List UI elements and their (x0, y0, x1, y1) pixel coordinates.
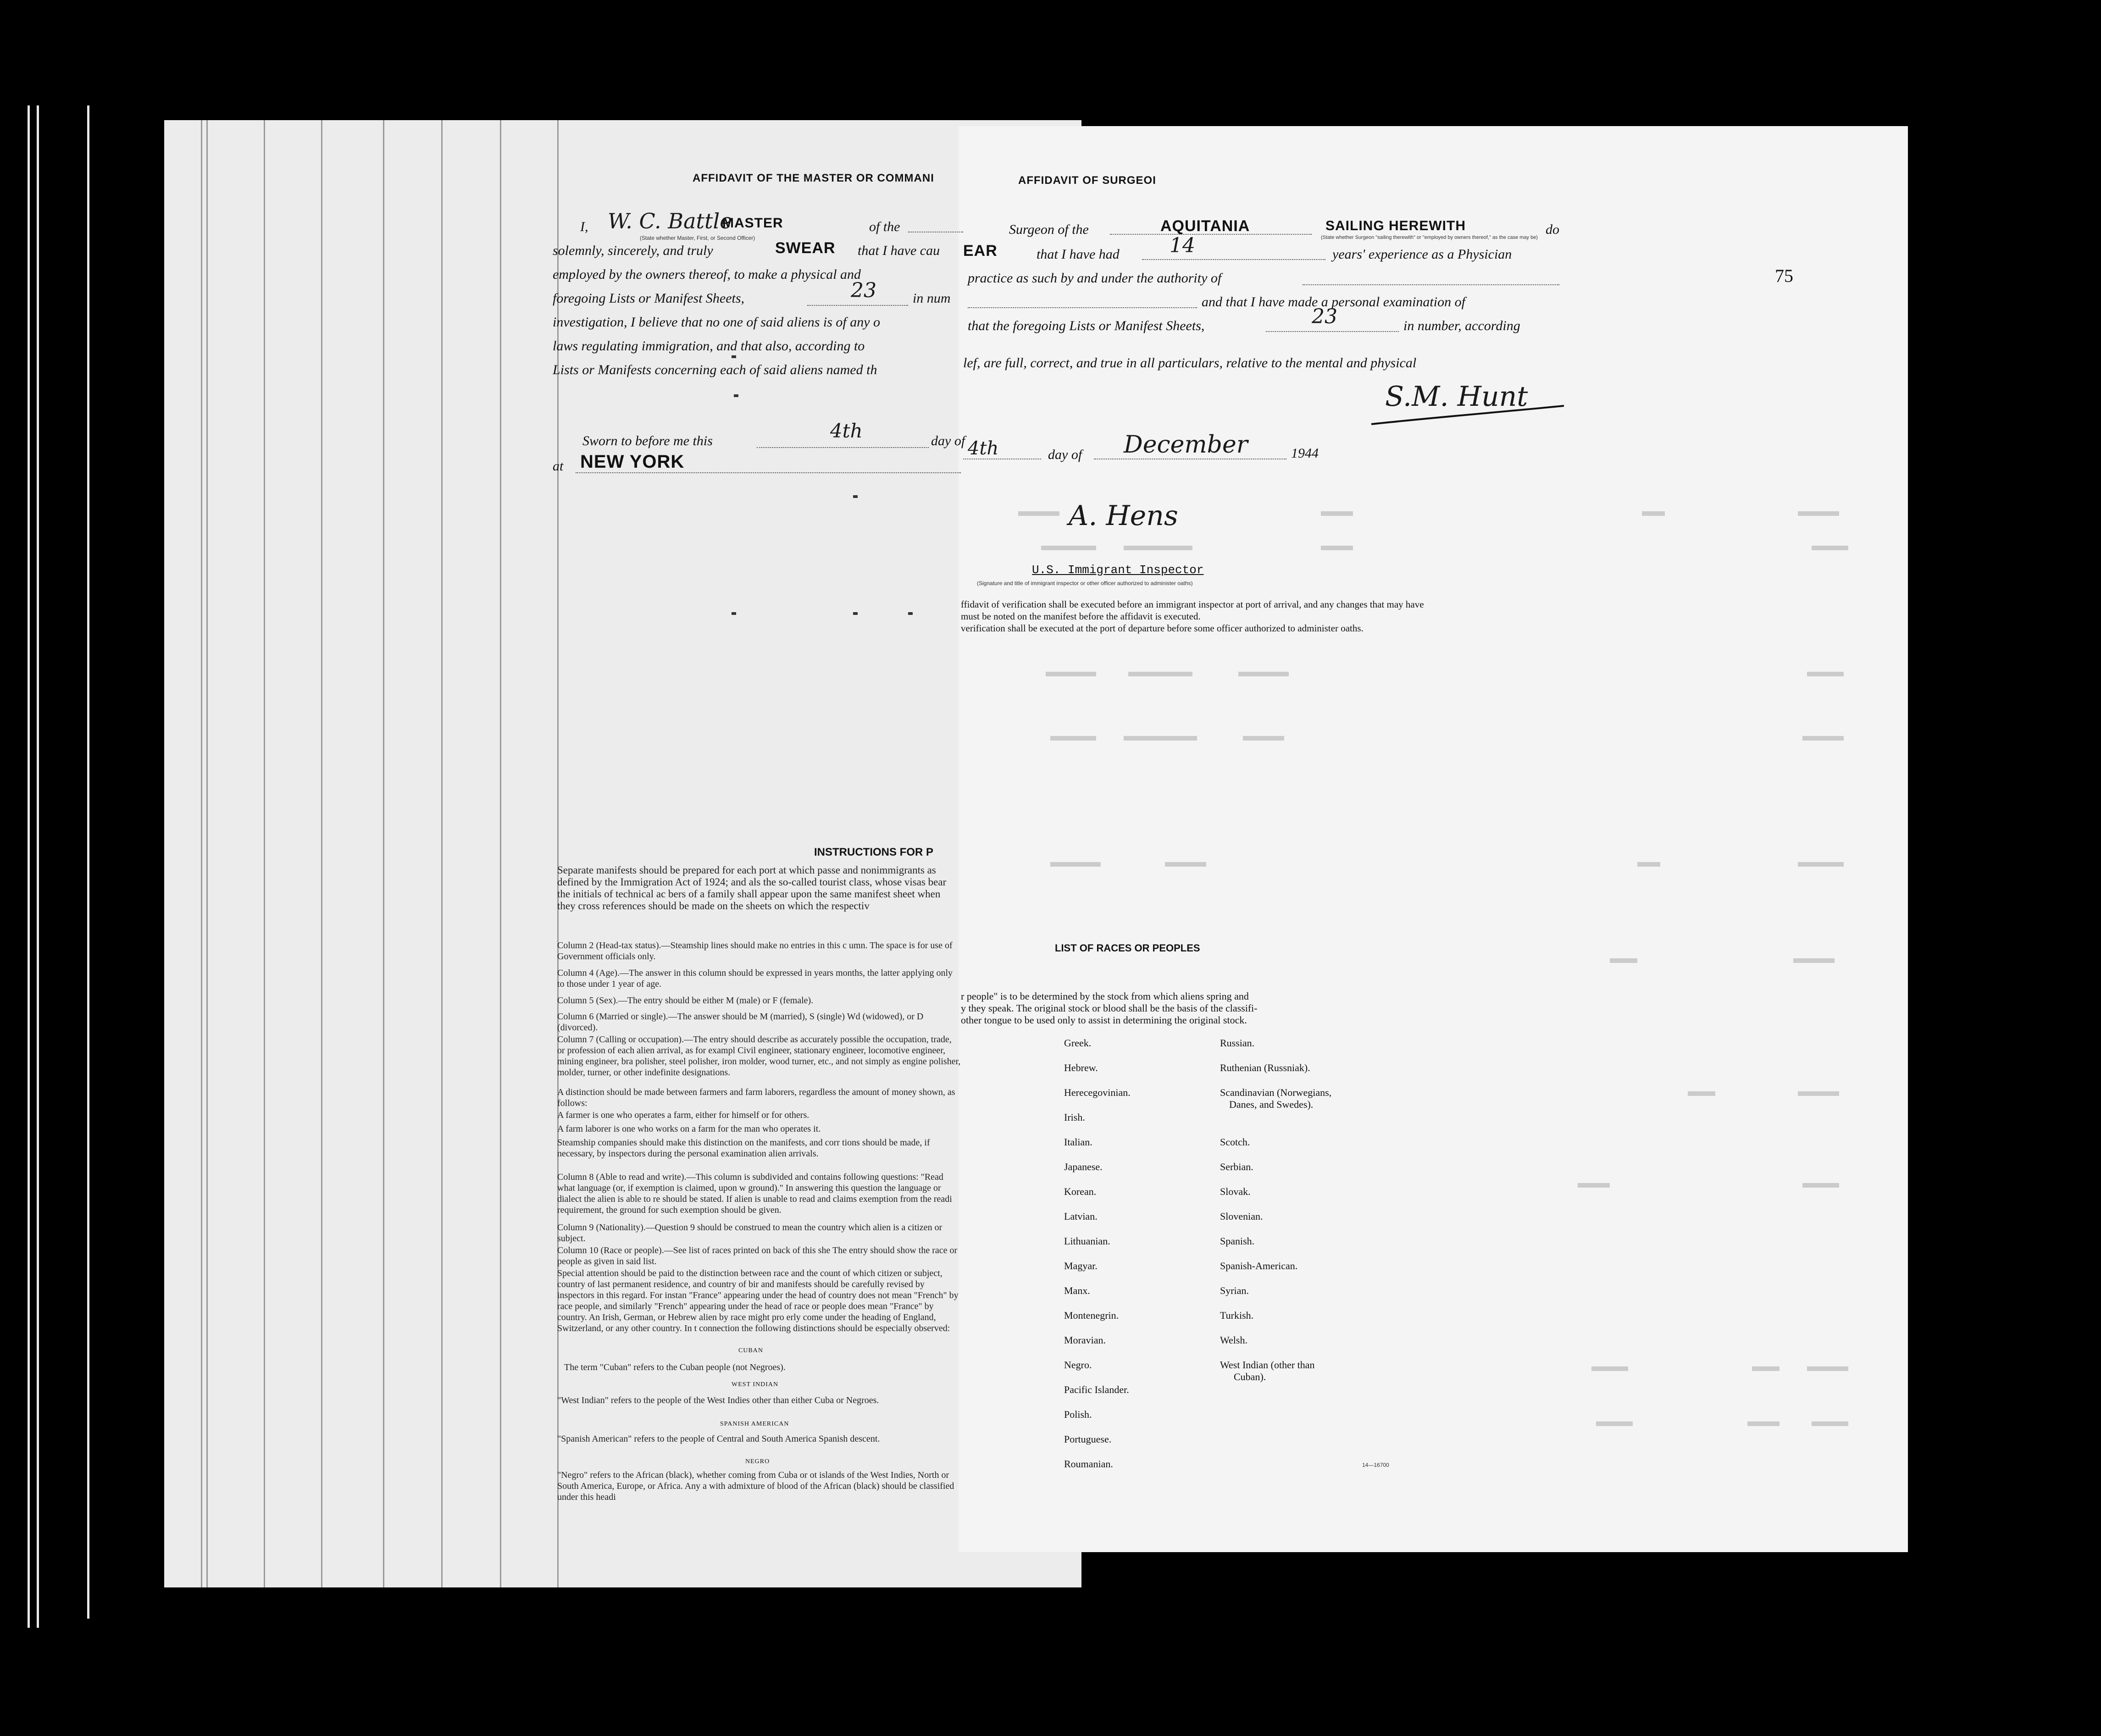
master-line5: investigation, I believe that no one of said aliens is of any o (553, 315, 881, 330)
bleed-through-row (972, 1366, 1890, 1377)
west-indian-text: "West Indian" refers to the people of the West Indies other than either Cuba or Negroes. (557, 1395, 879, 1405)
master-line4-prefix: foregoing Lists or Manifest Sheets, (553, 291, 745, 306)
instructions-title: INSTRUCTIONS FOR P (814, 846, 934, 858)
instructions-para-0: Separate manifests should be prepared for each port at which passe and nonimmigrants as defined by the Immigration Act of 1924; and als the so-called tourist class, whose visas bear the initials of technical ac bers of a family shall appear upon the same manifest sheet when they cross references should be made on the sheets on which the respectiv (557, 864, 947, 912)
sheet-edge (441, 120, 443, 1587)
race-item: Moravian. (1064, 1334, 1106, 1346)
sailing-herewith: SAILING HEREWITH (1325, 218, 1466, 233)
race-item: Syrian. (1220, 1285, 1249, 1296)
race-item: Herecegovinian. (1064, 1087, 1131, 1098)
sheet-edge (201, 120, 202, 1587)
surgeon-year: 1944 (1291, 446, 1319, 461)
race-item: Italian. (1064, 1136, 1092, 1148)
race-item: Welsh. (1220, 1334, 1247, 1346)
scan-speck (734, 394, 738, 397)
authority-line (1303, 284, 1559, 285)
race-item: Latvian. (1064, 1211, 1098, 1222)
scan-speck (908, 612, 913, 615)
negro-text: "Negro" refers to the African (black), whether coming from Cuba or ot islands of the West Indies, North or South America, Europe, or Africa. Any a with admixture of blood of the African (black) should be classified under this headi (557, 1470, 954, 1502)
race-item: Spanish-American. (1220, 1260, 1298, 1272)
master-name: W. C. Battle (608, 209, 732, 233)
verification-note-3: verification shall be executed at the port of departure before some officer authorized to administer oaths. (961, 623, 1364, 634)
instructions-para-13: Special attention should be paid to the distinction between race and the count of which citizen or subject, country of last permanent residence, and country of bir and manifests should be carefully revised by inspectors in this regard. For instan "France" appearing under the head of country does not mean "French" by race people, and similarly "French" appearing under the head of race or people does mean "France" by country. An Irish, German, or Hebrew alien by race might pro erly come under the heading of England, Switzerland, or any other country. In t connection the following distinctions should be especially observed: (557, 1268, 959, 1333)
race-item: Russian. (1220, 1037, 1255, 1049)
master-line1-prefix: I, (580, 219, 588, 234)
sailing-note: (State whether Surgeon "sailing therewith" or "employed by owners thereof," as the case may be) (1321, 235, 1538, 240)
race-item: Lithuanian. (1064, 1235, 1110, 1247)
at-place: NEW YORK (580, 452, 685, 472)
master-sheets-line (807, 305, 908, 306)
race-item: Irish. (1064, 1111, 1085, 1123)
sheet-edge (383, 120, 384, 1587)
signature-flourish (1367, 399, 1569, 431)
race-item: Manx. (1064, 1285, 1090, 1296)
instructions-para-7: A farmer is one who operates a farm, either for himself or for others. (557, 1110, 809, 1120)
surgeon-line4: and that I have made a personal examination of (1202, 294, 1465, 310)
bleed-through-row (972, 736, 1890, 746)
surgeon-day-of: day of (1048, 447, 1082, 462)
race-item: Greek. (1064, 1037, 1092, 1049)
race-item: Roumanian. (1064, 1458, 1113, 1470)
surgeon-sheets-count: 23 (1312, 305, 1337, 328)
master-line6: laws regulating immigration, and that also, according to (553, 338, 865, 354)
instructions-para-11: Column 9 (Nationality).—Question 9 should be construed to mean the country which alien is a citizen or subject. (557, 1222, 942, 1244)
master-line3: employed by the owners thereof, to make a physical and (553, 267, 861, 282)
surgeon-line6: lef, are full, correct, and true in all particulars, relative to the mental and physical (963, 355, 1417, 370)
bleed-through-row (972, 1421, 1890, 1432)
film-edge-line (28, 105, 30, 1628)
race-item: Danes, and Swedes). (1229, 1099, 1314, 1110)
master-sheets-count: 23 (851, 279, 876, 302)
inspector-title: U.S. Immigrant Inspector (1032, 563, 1204, 577)
race-item: Scotch. (1220, 1136, 1250, 1148)
instructions-para-1: Column 2 (Head-tax status).—Steamship lines should make no entries in this c umn. The space is for use of Government officials only. (557, 940, 953, 962)
west-indian-heading: WEST INDIAN (732, 1381, 779, 1388)
race-item: Hebrew. (1064, 1062, 1098, 1073)
sheet-edge (206, 120, 208, 1587)
race-item: Slovenian. (1220, 1211, 1263, 1222)
race-item: Negro. (1064, 1359, 1092, 1371)
sworn-day-line (757, 447, 929, 448)
master-line2: solemnly, sincerely, and truly (553, 243, 713, 258)
race-item: Cuban). (1234, 1371, 1266, 1382)
surgeon-line5-prefix: that the foregoing Lists or Manifest Sheets, (968, 318, 1205, 333)
race-item: Ruthenian (Russniak). (1220, 1062, 1310, 1073)
film-edge-line (87, 105, 89, 1619)
race-item: West Indian (other than (1220, 1359, 1315, 1371)
surgeon-sheets-line (1266, 331, 1399, 332)
master-line4-rest: in num (913, 291, 951, 306)
race-item: Japanese. (1064, 1161, 1103, 1172)
instructions-para-9: Steamship companies should make this distinction on the manifests, and corr tions should be made, if necessary, by inspectors during the personal examination alien arrivals. (557, 1138, 930, 1159)
surgeon-oath-tail: EAR (963, 242, 998, 260)
surgeon-of-the: Surgeon of the (1009, 222, 1089, 237)
sheet-edge (500, 120, 501, 1587)
master-oath: SWEAR (775, 239, 836, 257)
at-prefix: at (553, 459, 564, 474)
verification-note-2: must be noted on the manifest before the affidavit is executed. (961, 611, 1201, 622)
instructions-para-2: Column 4 (Age).—The answer in this column should be expressed in years months, the latter applying only to those under 1 year of age. (557, 968, 953, 989)
race-item: Pacific Islander. (1064, 1384, 1129, 1395)
page-number: 75 (1775, 265, 1793, 286)
cuban-text: The term "Cuban" refers to the Cuban people (not Negroes). (564, 1362, 786, 1372)
instructions-para-3: Column 5 (Sex).—The entry should be either M (male) or F (female). (557, 995, 814, 1006)
race-item: Scandinavian (Norwegians, (1220, 1087, 1332, 1098)
experience-years: 14 (1170, 234, 1195, 257)
instructions-para-12: Column 10 (Race or people).—See list of races printed on back of this she The entry should show the race or people as given in said list. (557, 1245, 958, 1266)
verification-note-1: ffidavit of verification shall be executed before an immigrant inspector at port of arrival, and any changes that may have (961, 599, 1424, 610)
surgeon-month: December (1124, 431, 1248, 459)
spanish-american-text: "Spanish American" refers to the people of Central and South America Spanish descent. (557, 1434, 880, 1444)
race-item: Turkish. (1220, 1310, 1254, 1321)
surgeon-signature: S.M. Hunt (1385, 381, 1528, 413)
spanish-american-heading: SPANISH AMERICAN (720, 1421, 789, 1427)
master-rank: MASTER (722, 216, 783, 231)
cuban-heading: CUBAN (738, 1347, 764, 1354)
races-note-3: other tongue to be used only to assist in determining the original stock. (961, 1014, 1247, 1026)
instructions-para-4: Column 6 (Married or single).—The answer should be M (married), S (single) Wd (widowed), or D (divorced). (557, 1012, 924, 1033)
race-item: Slovak. (1220, 1186, 1251, 1197)
instructions-para-10: Column 8 (Able to read and write).—This column is subdivided and contains following questions: "Read what language (or, if exemption is claimed, upon w ground)." In answering this question the language or dialect the alien is able to re should be stated. If alien is unable to read and claims exemption from the readi requirement, the ground for such exemption should be given. (557, 1172, 952, 1215)
bleed-through-row (972, 546, 1890, 556)
instructions-para-6: A distinction should be made between farmers and farm laborers, regardless the amount of money shown, as follows: (557, 1087, 955, 1108)
print-code: 14—16700 (1362, 1462, 1389, 1468)
races-title: LIST OF RACES OR PEOPLES (1055, 942, 1200, 954)
experience-suffix: years' experience as a Physician (1332, 247, 1512, 262)
master-line7: Lists or Manifests concerning each of said aliens named th (553, 362, 877, 377)
race-item: Serbian. (1220, 1161, 1253, 1172)
at-place-line (576, 472, 961, 473)
race-item: Montenegrin. (1064, 1310, 1119, 1321)
instructions-para-8: A farm laborer is one who works on a farm for the man who operates it. (557, 1124, 821, 1134)
experience-prefix: that I have had (1037, 247, 1120, 262)
master-of-the: of the (869, 219, 900, 234)
negro-heading: NEGRO (745, 1458, 770, 1465)
ship-name-line (1110, 234, 1312, 235)
master-affidavit-title: AFFIDAVIT OF THE MASTER OR COMMANI (693, 172, 934, 184)
surgeon-do: do (1546, 222, 1559, 237)
surgeon-affidavit-title: AFFIDAVIT OF SURGEOI (1018, 174, 1156, 187)
surgeon-day: 4th (968, 438, 999, 459)
race-item: Magyar. (1064, 1260, 1098, 1272)
race-item: Polish. (1064, 1409, 1092, 1420)
bleed-through-row (972, 862, 1890, 872)
race-item: Spanish. (1220, 1235, 1255, 1247)
master-rank-note: (State whether Master, First, or Second Officer) (640, 235, 755, 241)
scan-speck (853, 612, 858, 615)
scan-speck (732, 612, 736, 615)
surgeon-line3: practice as such by and under the authority of (968, 271, 1222, 286)
races-note-1: r people" is to be determined by the stock from which aliens spring and (961, 990, 1249, 1002)
race-item: Portuguese. (1064, 1433, 1112, 1445)
sworn-prefix: Sworn to before me this (582, 433, 713, 448)
authority-line-2 (968, 307, 1197, 308)
scan-speck (732, 355, 736, 358)
inspector-signature: A. Hens (1069, 500, 1178, 532)
experience-line (1142, 259, 1325, 260)
sheet-edge (264, 120, 265, 1587)
bleed-through-row (972, 672, 1890, 682)
scan-speck (853, 495, 858, 498)
races-note-2: y they speak. The original stock or blood shall be the basis of the classifi- (961, 1002, 1258, 1014)
inspector-caption: (Signature and title of immigrant inspector or other officer authorized to administer oaths) (977, 580, 1193, 586)
race-item: Korean. (1064, 1186, 1097, 1197)
film-edge-line (37, 105, 39, 1628)
bleed-through-row (972, 958, 1890, 968)
master-line2-rest: that I have cau (858, 243, 940, 258)
instructions-para-5: Column 7 (Calling or occupation).—The entry should describe as accurately possible the occupation, trade, or profession of each alien arrival, as for exampl Civil engineer, stationary engineer, locomotive engineer, mining engineer, bra polisher, steel polisher, iron molder, wood turner, etc., and not simply as engine polisher, molder, turner, or other indefinite designations. (557, 1034, 961, 1078)
sheet-edge (321, 120, 322, 1587)
sworn-day: 4th (830, 420, 863, 442)
surgeon-line5-suffix: in number, according (1403, 318, 1520, 333)
bleed-through-row (972, 1183, 1890, 1193)
ship-name: AQUITANIA (1160, 217, 1250, 235)
sworn-suffix: day of (931, 433, 965, 448)
